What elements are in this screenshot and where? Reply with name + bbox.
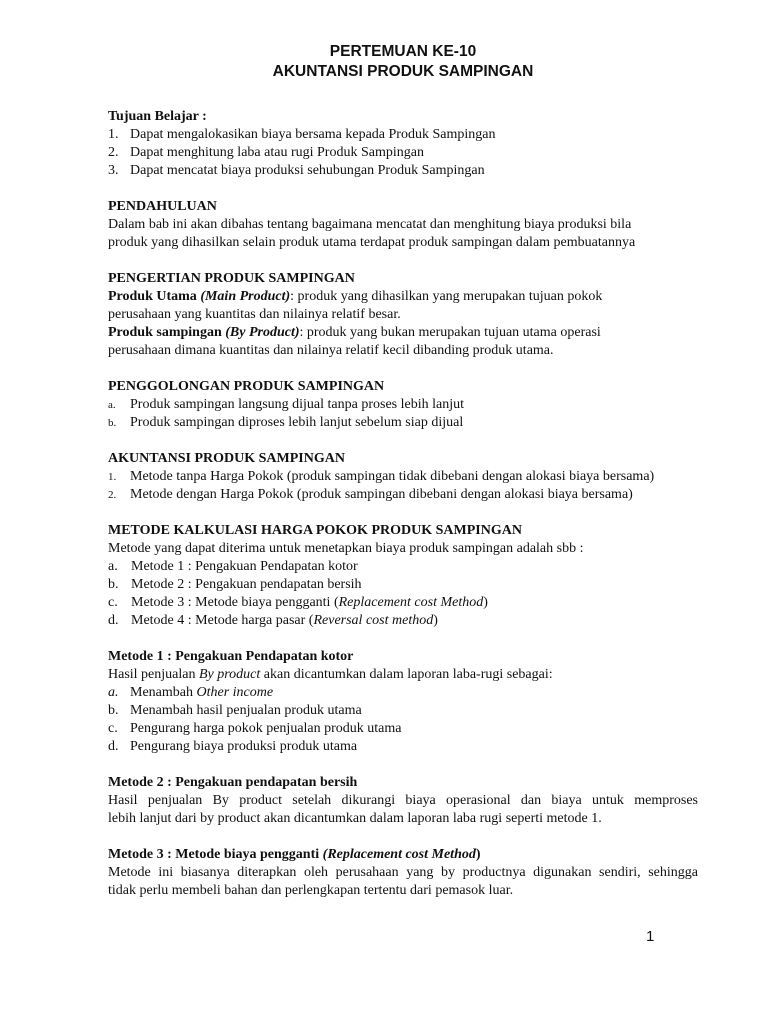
paragraph-line: lebih lanjut dari by product akan dicantumkan dalam laporan laba rugi seperti metode 1. — [108, 811, 602, 826]
paragraph-line: tidak perlu membeli bahan dan perlengkapan tertentu dari pemasok luar. — [108, 883, 514, 898]
page-number: 1 — [646, 928, 655, 945]
list-item: a. Produk sampingan langsung dijual tanpa proses lebih lanjut — [108, 397, 465, 412]
list-item: 3. Dapat mencatat biaya produksi sehubungan Produk Sampingan — [108, 163, 485, 178]
section-metode-3 — [108, 846, 698, 900]
paragraph-line: Metode yang dapat diterima untuk menetapkan biaya produk sampingan adalah sbb : — [108, 541, 584, 556]
list-item: d. Metode 4 : Metode harga pasar (Reversal cost method) — [108, 613, 438, 628]
document-title — [108, 42, 698, 82]
metode-1-heading: Metode 1 : Pengakuan Pendapatan kotor — [108, 649, 354, 664]
paragraph-line: Dalam bab ini akan dibahas tentang bagaimana mencatat dan menghitung biaya produksi bila — [108, 217, 632, 232]
paragraph-line: perusahaan dimana kuantitas dan nilainya relatif kecil dibanding produk utama. — [108, 343, 554, 358]
list-item: b. Produk sampingan diproses lebih lanjut sebelum siap dijual — [108, 415, 464, 430]
list-item: 2. Dapat menghitung laba atau rugi Produk Sampingan — [108, 145, 424, 160]
akuntansi-list — [108, 468, 698, 504]
paragraph-line: Hasil penjualan By product akan dicantumkan dalam laporan laba-rugi sebagai: — [108, 667, 553, 682]
tujuan-list — [108, 126, 698, 180]
paragraph-line: Hasil penjualan By product setelah dikurangi biaya operasional dan biaya untuk memproses — [108, 793, 698, 808]
list-item: b. Menambah hasil penjualan produk utama — [108, 703, 362, 718]
section-metode-1 — [108, 648, 698, 756]
list-item: 1. Metode tanpa Harga Pokok (produk sampingan tidak dibebani dengan alokasi biaya bersama) — [108, 469, 655, 484]
definition-produk-utama: Produk Utama (Main Product): produk yang dihasilkan yang merupakan tujuan pokok — [108, 289, 603, 304]
list-item: a. Metode 1 : Pengakuan Pendapatan kotor — [108, 559, 358, 574]
section-penggolongan — [108, 378, 698, 432]
akuntansi-heading: AKUNTANSI PRODUK SAMPINGAN — [108, 451, 345, 466]
metode-2-heading: Metode 2 : Pengakuan pendapatan bersih — [108, 775, 358, 790]
paragraph-line: produk yang dihasilkan selain produk utama terdapat produk sampingan dalam pembuatannya — [108, 235, 636, 250]
pendahuluan-heading: PENDAHULUAN — [108, 199, 217, 214]
penggolongan-list — [108, 396, 698, 432]
title-line-2: AKUNTANSI PRODUK SAMPINGAN — [272, 63, 534, 80]
section-tujuan — [108, 108, 698, 180]
pengertian-heading: PENGERTIAN PRODUK SAMPINGAN — [108, 271, 355, 286]
list-item: b. Metode 2 : Pengakuan pendapatan bersih — [108, 577, 362, 592]
metode-kalkulasi-list — [108, 558, 698, 630]
paragraph-line: perusahaan yang kuantitas dan nilainya relatif besar. — [108, 307, 401, 322]
penggolongan-heading: PENGGOLONGAN PRODUK SAMPINGAN — [108, 379, 385, 394]
list-item: 1. Dapat mengalokasikan biaya bersama kepada Produk Sampingan — [108, 127, 496, 142]
list-item: a. Menambah Other income — [108, 685, 274, 700]
section-metode-2 — [108, 774, 698, 828]
metode-1-list — [108, 684, 698, 756]
metode-kalkulasi-heading: METODE KALKULASI HARGA POKOK PRODUK SAMPINGAN — [108, 523, 522, 538]
list-item: 2. Metode dengan Harga Pokok (produk sampingan dibebani dengan alokasi biaya bersama) — [108, 487, 633, 502]
section-akuntansi — [108, 450, 698, 504]
section-pendahuluan — [108, 198, 698, 252]
document-page — [108, 42, 698, 900]
metode-3-heading: Metode 3 : Metode biaya pengganti (Replacement cost Method) — [108, 847, 481, 862]
list-item: d. Pengurang biaya produksi produk utama — [108, 739, 358, 754]
title-line-1: PERTEMUAN KE-10 — [329, 43, 477, 60]
list-item: c. Metode 3 : Metode biaya pengganti (Replacement cost Method) — [108, 595, 488, 610]
section-pengertian — [108, 270, 698, 360]
paragraph-line: Metode ini biasanya diterapkan oleh perusahaan yang by productnya digunakan sendiri, sehingga — [108, 865, 698, 880]
definition-produk-sampingan: Produk sampingan (By Product): produk yang bukan merupakan tujuan utama operasi — [108, 325, 601, 340]
tujuan-heading: Tujuan Belajar : — [108, 109, 207, 124]
list-item: c. Pengurang harga pokok penjualan produk utama — [108, 721, 402, 736]
section-metode-kalkulasi — [108, 522, 698, 630]
